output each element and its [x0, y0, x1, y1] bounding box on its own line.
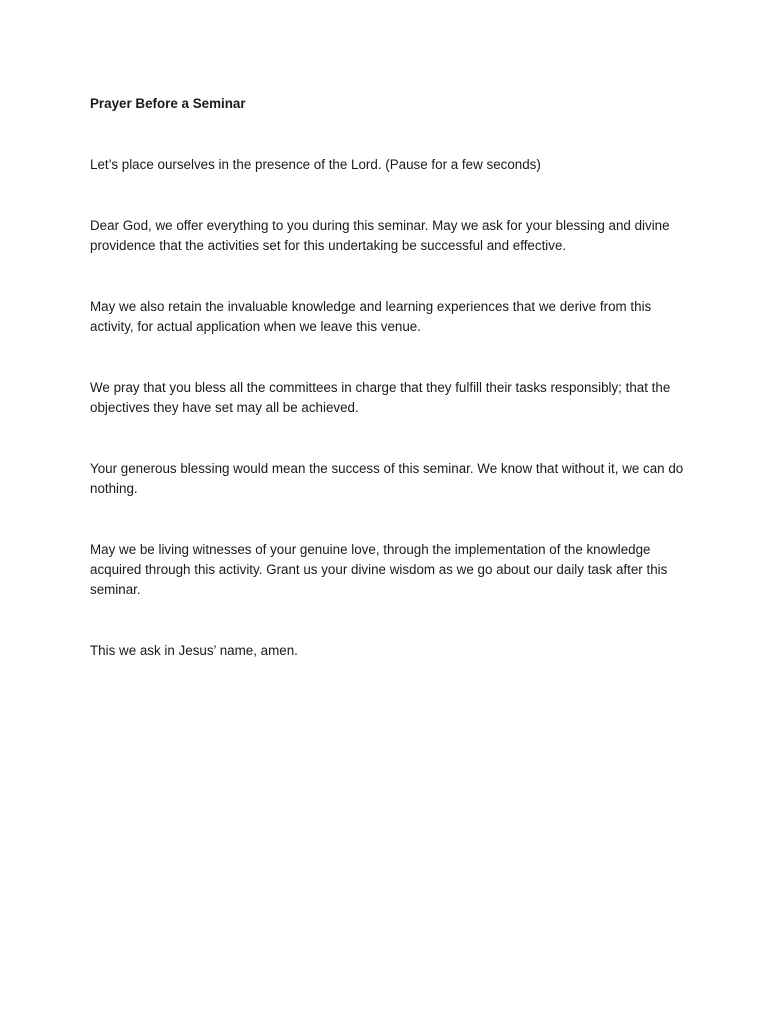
- paragraph-opening: Let’s place ourselves in the presence of the Lord. (Pause for a few seconds): [90, 157, 541, 172]
- paragraph-closing: This we ask in Jesus’ name, amen.: [90, 643, 298, 658]
- paragraph-knowledge: May we also retain the invaluable knowledge and learning experiences that we derive from this activity, for actual application when we leave this venue.: [90, 299, 652, 334]
- paragraph-witnesses: May we be living witnesses of your genuine love, through the implementation of the knowledge acquired through this activity. Grant us your divine wisdom as we go about our daily task after this seminar.: [90, 542, 668, 597]
- paragraph-committees: We pray that you bless all the committees in charge that they fulfill their tasks responsibly; that the objectives they have set may all be achieved.: [90, 380, 671, 415]
- paragraph-offering: Dear God, we offer everything to you during this seminar. May we ask for your blessing and divine providence that the activities set for this undertaking be successful and effective.: [90, 218, 670, 253]
- paragraph-blessing: Your generous blessing would mean the success of this seminar. We know that without it, we can do nothing.: [90, 461, 684, 496]
- document-title: Prayer Before a Seminar: [90, 96, 246, 111]
- document-body: [90, 94, 690, 661]
